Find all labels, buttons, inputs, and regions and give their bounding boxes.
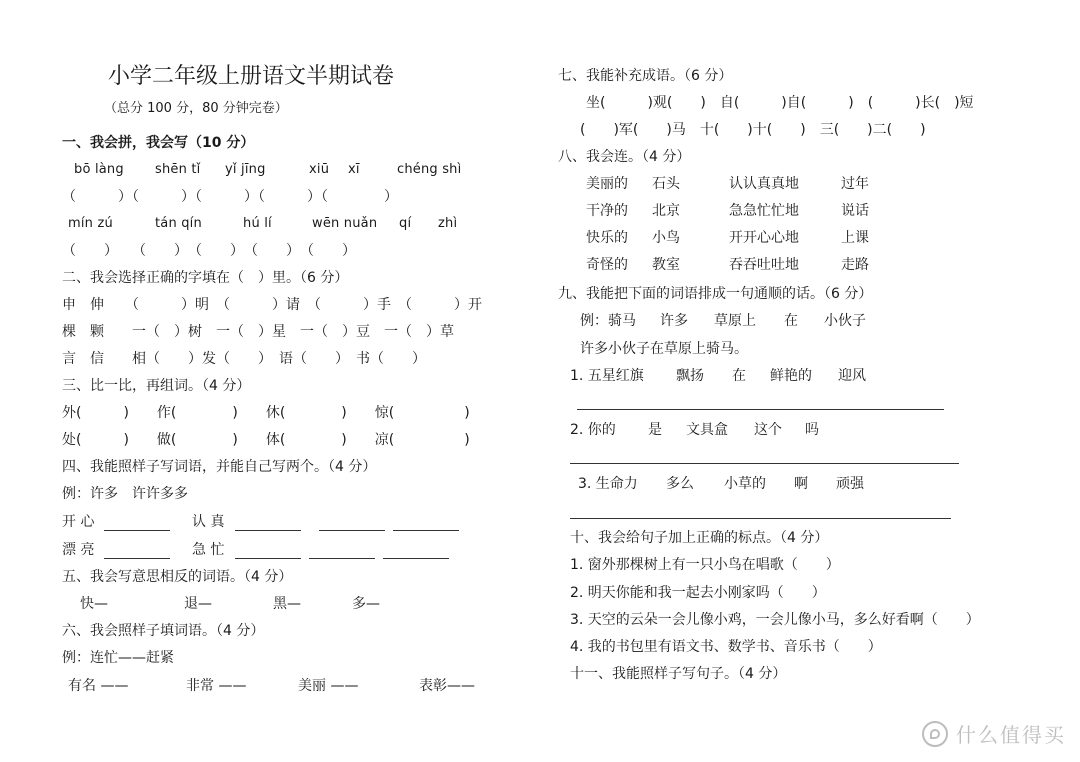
word: 吗 bbox=[805, 422, 819, 438]
match-item[interactable]: 奇怪的 bbox=[586, 257, 628, 273]
compare-row-1[interactable]: 外( ) 作( ) 休( ) 惊( ) bbox=[62, 405, 470, 421]
section-4-example: 例：许多 许许多多 bbox=[62, 486, 188, 502]
zhide-logo-icon bbox=[922, 721, 948, 747]
answer-line[interactable] bbox=[393, 530, 459, 531]
char-choice-row-2[interactable]: 棵 颗 一（ ）树 一（ ）星 一（ ）豆 一（ ）草 bbox=[62, 324, 454, 340]
section-5-heading: 五、我会写意思相反的词语。（4 分） bbox=[62, 569, 293, 585]
section-10-heading: 十、我会给句子加上正确的标点。（4 分） bbox=[570, 530, 829, 546]
antonym-item[interactable]: 退— bbox=[184, 596, 212, 612]
word: 迎风 bbox=[838, 368, 866, 384]
word: 这个 bbox=[754, 422, 782, 438]
section-7-heading: 七、我能补充成语。（6 分） bbox=[558, 68, 733, 84]
antonym-item[interactable]: 黑— bbox=[273, 596, 301, 612]
answer-line[interactable] bbox=[383, 558, 449, 559]
word: 在 bbox=[732, 368, 746, 384]
pinyin: zhì bbox=[438, 216, 458, 231]
word: 顽强 bbox=[836, 476, 864, 492]
watermark-text: 什么值得买 bbox=[956, 723, 1066, 747]
question-label: 3. 生命力 bbox=[578, 476, 638, 492]
match-item[interactable]: 开开心心地 bbox=[729, 230, 799, 246]
pinyin: wēn nuǎn bbox=[312, 216, 378, 231]
match-item[interactable]: 吞吞吐吐地 bbox=[729, 257, 799, 273]
section-9-heading: 九、我能把下面的词语排成一句通顺的话。（6 分） bbox=[558, 286, 873, 302]
word: 草原上 bbox=[714, 313, 756, 329]
match-item[interactable]: 上课 bbox=[841, 230, 869, 246]
word: 许多 bbox=[660, 313, 688, 329]
example-answer: 许多小伙子在草原上骑马。 bbox=[580, 341, 748, 357]
word: 小草的 bbox=[724, 476, 766, 492]
compare-row-2[interactable]: 处( ) 做( ) 体( ) 凉( ) bbox=[62, 432, 470, 448]
char-choice-row-3[interactable]: 言 信 相（ ）发（ ） 语（ ） 书（ ） bbox=[62, 351, 426, 367]
section-8-heading: 八、我会连。（4 分） bbox=[558, 149, 691, 165]
word: 小伙子 bbox=[824, 313, 866, 329]
section-11-heading: 十一、我能照样子写句子。（4 分） bbox=[570, 666, 787, 682]
word: 多么 bbox=[666, 476, 694, 492]
synonym-item[interactable]: 表彰—— bbox=[419, 678, 475, 694]
word-prompt: 急 忙 bbox=[192, 542, 225, 558]
section-4-heading: 四、我能照样子写词语，并能自己写两个。（4 分） bbox=[62, 459, 377, 475]
answer-boxes-row-1[interactable]: （ ）（ ）（ ）（ ）（ ） bbox=[62, 189, 398, 205]
answer-line[interactable] bbox=[235, 558, 301, 559]
match-item[interactable]: 过年 bbox=[841, 176, 869, 192]
word: 鲜艳的 bbox=[770, 368, 812, 384]
pinyin: hú lí bbox=[243, 216, 272, 231]
word: 在 bbox=[784, 313, 798, 329]
match-item[interactable]: 说话 bbox=[841, 203, 869, 219]
pinyin: xiū bbox=[309, 162, 330, 177]
page-subtitle: （总分 100 分，80 分钟完卷） bbox=[104, 101, 288, 116]
pinyin: tán qín bbox=[155, 216, 202, 231]
question-label: 2. 你的 bbox=[570, 422, 616, 438]
answer-line[interactable] bbox=[235, 530, 301, 531]
section-2-heading: 二、我会选择正确的字填在（ ）里。（6 分） bbox=[62, 270, 349, 286]
word: 文具盒 bbox=[686, 422, 728, 438]
word: 飘扬 bbox=[676, 368, 704, 384]
match-item[interactable]: 走路 bbox=[841, 257, 869, 273]
section-6-example: 例：连忙——赶紧 bbox=[62, 650, 174, 666]
answer-line[interactable] bbox=[570, 518, 951, 519]
antonym-item[interactable]: 快— bbox=[80, 596, 108, 612]
punctuation-item[interactable]: 1. 窗外那棵树上有一只小鸟在唱歌（ ） bbox=[570, 557, 840, 573]
word: 是 bbox=[648, 422, 662, 438]
pinyin: mín zú bbox=[68, 216, 113, 231]
synonym-item[interactable]: 非常 —— bbox=[186, 678, 247, 694]
match-item[interactable]: 快乐的 bbox=[586, 230, 628, 246]
pinyin: xī bbox=[348, 162, 360, 177]
word: 啊 bbox=[794, 476, 808, 492]
answer-line[interactable] bbox=[577, 409, 944, 410]
pinyin: chéng shì bbox=[397, 162, 462, 177]
synonym-item[interactable]: 美丽 —— bbox=[298, 678, 359, 694]
pinyin: bō làng bbox=[74, 162, 124, 177]
match-item[interactable]: 小鸟 bbox=[652, 230, 680, 246]
match-item[interactable]: 急急忙忙地 bbox=[729, 203, 799, 219]
idiom-row-1[interactable]: 坐( )观( ) 自( )自( ) ( )长( )短 bbox=[586, 95, 974, 111]
idiom-row-2[interactable]: ( )军( )马 十( )十( ) 三( )二( ) bbox=[580, 122, 926, 138]
match-item[interactable]: 认认真真地 bbox=[729, 176, 799, 192]
pinyin: qí bbox=[399, 216, 412, 231]
pinyin: shēn tǐ bbox=[155, 162, 201, 177]
section-6-heading: 六、我会照样子填词语。（4 分） bbox=[62, 623, 265, 639]
section-1-heading: 一、我会拼，我会写（10 分） bbox=[62, 135, 255, 151]
char-choice-row-1[interactable]: 申 伸 （ ）明 （ ）请 （ ）手 （ ）开 bbox=[62, 297, 482, 313]
answer-line[interactable] bbox=[570, 463, 959, 464]
page-title: 小学二年级上册语文半期试卷 bbox=[108, 64, 395, 89]
punctuation-item[interactable]: 4. 我的书包里有语文书、数学书、音乐书（ ） bbox=[570, 639, 882, 655]
section-3-heading: 三、比一比，再组词。（4 分） bbox=[62, 378, 251, 394]
word-prompt: 开 心 bbox=[62, 514, 95, 530]
answer-boxes-row-2[interactable]: （ ） （ ） （ ） （ ） （ ） bbox=[62, 243, 356, 259]
word-prompt: 漂 亮 bbox=[62, 542, 95, 558]
example-label: 例：骑马 bbox=[580, 313, 636, 329]
answer-line[interactable] bbox=[104, 558, 170, 559]
punctuation-item[interactable]: 2. 明天你能和我一起去小刚家吗（ ） bbox=[570, 585, 826, 601]
word-prompt: 认 真 bbox=[192, 514, 225, 530]
answer-line[interactable] bbox=[309, 558, 375, 559]
pinyin: yǐ jīng bbox=[225, 162, 266, 177]
question-label: 1. 五星红旗 bbox=[570, 368, 644, 384]
watermark bbox=[922, 719, 1066, 748]
answer-line[interactable] bbox=[319, 530, 385, 531]
match-item[interactable]: 美丽的 bbox=[586, 176, 628, 192]
answer-line[interactable] bbox=[104, 530, 170, 531]
antonym-item[interactable]: 多— bbox=[352, 596, 380, 612]
match-item[interactable]: 北京 bbox=[652, 203, 680, 219]
match-item[interactable]: 教室 bbox=[652, 257, 680, 273]
match-item[interactable]: 干净的 bbox=[586, 203, 628, 219]
match-item[interactable]: 石头 bbox=[652, 176, 680, 192]
punctuation-item[interactable]: 3. 天空的云朵一会儿像小鸡，一会儿像小马，多么好看啊（ ） bbox=[570, 612, 980, 628]
synonym-item[interactable]: 有名 —— bbox=[68, 678, 129, 694]
